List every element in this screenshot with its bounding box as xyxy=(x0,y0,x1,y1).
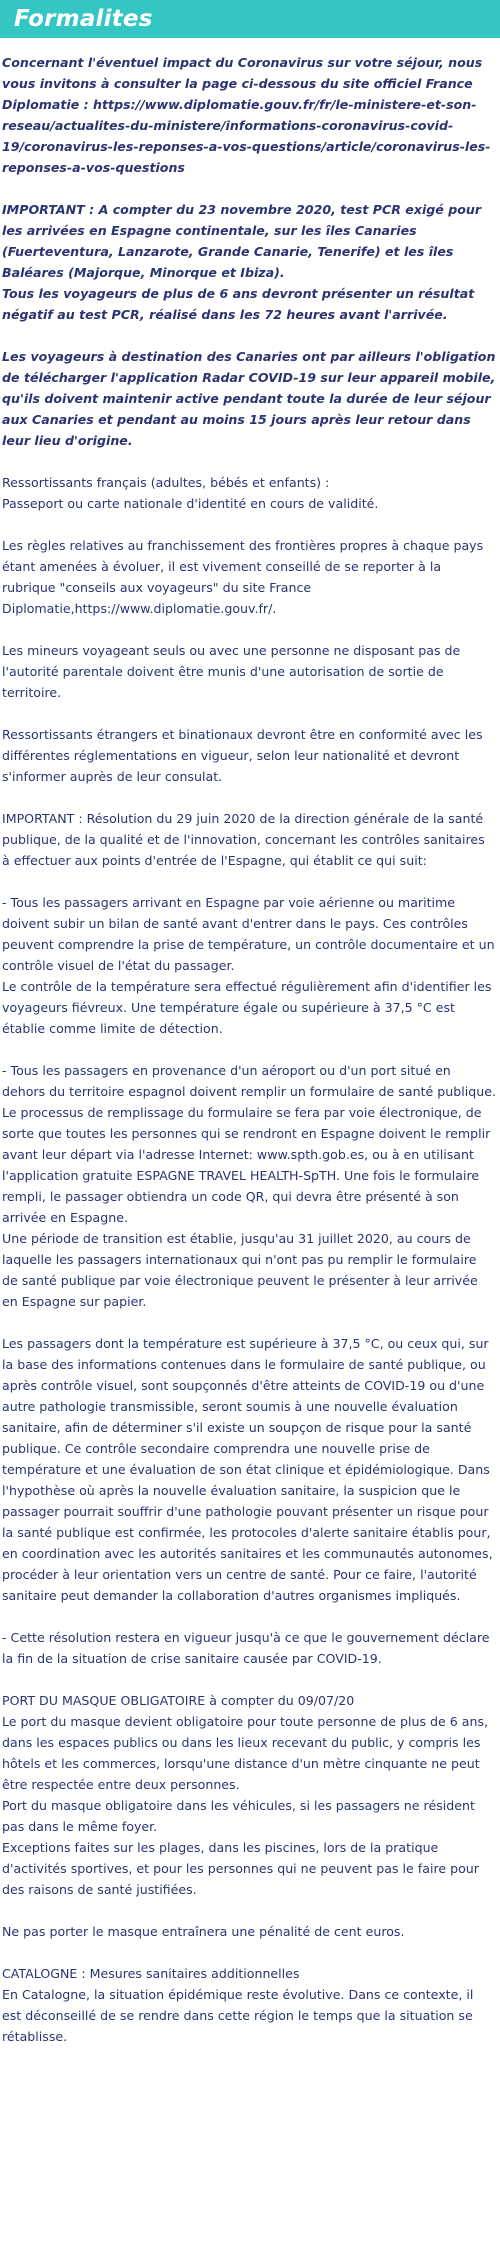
paragraph-resolution-validity: - Cette résolution restera en vigueur jusqu'à ce que le gouvernement déclare la fin de la situation de crise sanitaire causée par COVID-19. xyxy=(2,1630,490,1666)
paragraph-minors: Les mineurs voyageant seuls ou avec une personne ne disposant pas de l'autorité parentale doivent être munis d'une autorisation de sortie de territoire. xyxy=(2,643,461,700)
paragraph-french-nationals: Ressortissants français (adultes, bébés et enfants) : Passeport ou carte nationale d'identité en cours de validité. xyxy=(2,475,379,511)
paragraph-pcr-test: IMPORTANT : A compter du 23 novembre 2020, test PCR exigé pour les arrivées en Espagne continentale, sur les îles Canaries (Fuerteventura, Lanzarote, Grande Canarie, Tenerife) et les îles Baléares (Majorque, Minorque et Ibiza). Tous les voyageurs de plus de 6 ans devront présenter un résultat négatif au test PCR, réalisé dans les 72 heures avant l'arrivée. xyxy=(2,202,482,322)
section-title: Formalites xyxy=(14,6,153,32)
formalities-content xyxy=(0,38,500,2047)
paragraph-radar-covid: Les voyageurs à destination des Canaries ont par ailleurs l'obligation de télécharger l'application Radar COVID-19 sur leur appareil mobile, qu'ils doivent maintenir active pendant toute la durée de leur séjour aux Canaries et pendant au moins 15 jours après leur retour dans leur lieu d'origine. xyxy=(2,349,496,448)
paragraph-catalonia: CATALOGNE : Mesures sanitaires additionnelles En Catalogne, la situation épidémique reste évolutive. Dans ce contexte, il est déconseillé de se rendre dans cette région le temps que la situation se rétablisse. xyxy=(2,1966,474,2044)
section-header xyxy=(0,0,500,38)
paragraph-health-check: - Tous les passagers arrivant en Espagne par voie aérienne ou maritime doivent subir un bilan de santé avant d'entrer dans le pays. Ces contrôles peuvent comprendre la prise de température, un contrôle documentaire et un contrôle visuel de l'état du passager. Le contrôle de la température sera effectué régulièrement afin d'identifier les voyageurs fiévreux. Une température égale ou supérieure à 37,5 °C est établie comme limite de détection. xyxy=(2,895,495,1036)
paragraph-resolution: IMPORTANT : Résolution du 29 juin 2020 de la direction générale de la santé publique, de la qualité et de l'innovation, concernant les contrôles sanitaires à effectuer aux points d'entrée de l'Espagne, qui établit ce qui suit: xyxy=(2,811,485,868)
paragraph-secondary-evaluation: Les passagers dont la température est supérieure à 37,5 °C, ou ceux qui, sur la base des informations contenues dans le formulaire de santé publique, ou après contrôle visuel, sont soupçonnés d'être atteints de COVID-19 ou d'une autre pathologie transmissible, seront soumis à une nouvelle évaluation sanitaire, afin de déterminer s'il existe un soupçon de risque pour la santé publique. Ce contrôle secondaire comprendra une nouvelle prise de température et une évaluation de son état clinique et épidémiologique. Dans l'hypothèse où après la nouvelle évaluation sanitaire, la suspicion que le passager pourrait souffrir d'une pathologie pouvant présenter un risque pour la santé publique est confirmée, les protocoles d'alerte sanitaire établis pour, en coordination avec les autorités sanitaires et les communautés autonomes, procéder à leur orientation vers un centre de santé. Pour ce faire, l'autorité sanitaire peut demander la collaboration d'autres organismes impliqués. xyxy=(2,1336,493,1603)
paragraph-coronavirus-info: Concernant l'éventuel impact du Coronavirus sur votre séjour, nous vous invitons à consulter la page ci-dessous du site officiel France Diplomatie : https://www.diplomatie.gouv.fr/fr/le-ministere-et-son-reseau/actualites-du-ministere/informations-coronavirus-covid-19/coronavirus-les-reponses-a-vos-questions/article/coronavirus-les-reponses-a-vos-questions xyxy=(2,55,491,175)
paragraph-border-rules: Les règles relatives au franchissement des frontières propres à chaque pays étant amenées à évoluer, il est vivement conseillé de se reporter à la rubrique "conseils aux voyageurs" du site France Diplomatie,https://www.diplomatie.gouv.fr/. xyxy=(2,538,484,616)
paragraph-health-form: - Tous les passagers en provenance d'un aéroport ou d'un port situé en dehors du territoire espagnol doivent remplir un formulaire de santé publique. Le processus de remplissage du formulaire se fera par voie électronique, de sorte que toutes les personnes qui se rendront en Espagne doivent le remplir avant leur départ via l'adresse Internet: www.spth.gob.es, ou à en utilisant l'application gratuite ESPAGNE TRAVEL HEALTH-SpTH. Une fois le formulaire rempli, le passager obtiendra un code QR, qui devra être présenté à son arrivée en Espagne. Une période de transition est établie, jusqu'au 31 juillet 2020, au cours de laquelle les passagers internationaux qui n'ont pas pu remplir le formulaire de santé publique par voie électronique peuvent le présenter à leur arrivée en Espagne sur papier. xyxy=(2,1063,496,1309)
paragraph-mask-mandatory: PORT DU MASQUE OBLIGATOIRE à compter du 09/07/20 Le port du masque devient obligatoire pour toute personne de plus de 6 ans, dans les espaces publics ou dans les lieux recevant du public, y compris les hôtels et les commerces, lorsqu'une distance d'un mètre cinquante ne peut être respectée entre deux personnes. Port du masque obligatoire dans les véhicules, si les passagers ne résident pas dans le même foyer. Exceptions faites sur les plages, dans les piscines, lors de la pratique d'activités sportives, et pour les personnes qui ne peuvent pas le faire pour des raisons de santé justifiées. xyxy=(2,1693,489,1897)
paragraph-foreign-nationals: Ressortissants étrangers et binationaux devront être en conformité avec les différentes réglementations en vigueur, selon leur nationalité et devront s'informer auprès de leur consulat. xyxy=(2,727,483,784)
paragraph-mask-penalty: Ne pas porter le masque entraînera une pénalité de cent euros. xyxy=(2,1924,405,1939)
